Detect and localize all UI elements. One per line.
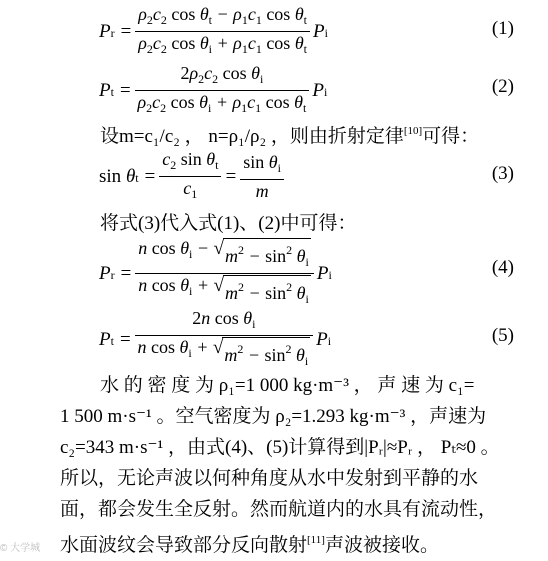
- eq4-fraction: n $\cos \theta_i$ − √ $m^2 - \sin^2 \theta_i$ n $\cos \theta_i$ + √ $m^2 - \sin^2 \theta_i$: [135, 237, 314, 310]
- eq3-fraction-1: $\frac{c_2 \sin \theta_t}{c_1}$: [159, 148, 221, 205]
- eq2-rhs: P i: [312, 79, 328, 101]
- eq5-lhs: P t =: [99, 328, 132, 350]
- eq2-fraction: $\frac{2\rho_2c_2 \cos \theta_i}{\rho_2c_2 \cos \theta_i + \rho_1c_1 \cos \theta_t}$: [135, 62, 310, 119]
- paragraph-line-1: 水 的 密 度 为 ρ₁=1 000 kg·m⁻³ ， 声 速 为 c₁=: [100, 375, 475, 396]
- eq1-lhs: P r =: [99, 20, 133, 42]
- equation-2: [0, 60, 548, 116]
- eq1-rhs: P i: [313, 20, 328, 42]
- eq3-fraction-2: $\frac{\sin \theta_i}{m}$: [240, 151, 284, 202]
- definition-text-end: 可得：: [422, 126, 480, 147]
- definition-text: 设m=c₁/c₂ ， n=ρ₁/ρ₂ ，则由折射定律: [100, 126, 404, 147]
- definition-line: [100, 121, 479, 148]
- equation-number-3: (3): [491, 163, 514, 184]
- body-paragraph: [60, 370, 528, 556]
- eq3-lhs: sin θ t =: [99, 165, 157, 187]
- watermark-logo: © 大学城: [0, 542, 41, 554]
- reference-10: [10]: [403, 125, 423, 137]
- paragraph-line-2: 1 500 m·s⁻¹ 。空气密度为 ρ₂=1.293 kg·m⁻³ ，声速为: [60, 406, 487, 427]
- last-line-text: 水面波纹会导致部分反向散射: [60, 535, 308, 556]
- paragraph-line-5: 面，都会发生全反射。然而航道内的水具有流动性，: [60, 499, 498, 520]
- equation-5: [0, 304, 548, 368]
- last-line-end: 声波被接收。: [324, 535, 439, 556]
- paragraph-line-6: [60, 525, 528, 556]
- equation-1: [0, 0, 548, 56]
- eq2-lhs: P t =: [99, 79, 132, 101]
- equation-3: sin θ t = $\frac{c_2 \sin \theta_t}{c_1}$ = $\frac{\sin \theta_i}{m}$ (3): [0, 146, 548, 202]
- eq4-rhs: P i: [316, 262, 332, 284]
- equation-number-1: (1): [491, 18, 514, 39]
- eq1-fraction: $\frac{\rho_2c_2 \cos \theta_t - \rho_1c_1 \cos \theta_t}{\rho_2c_2 \cos \theta_i + \rho_1c_1 \cos \theta_t}$: [135, 3, 310, 60]
- equation-number-4: (4): [491, 257, 514, 278]
- equation-number-5: (5): [491, 325, 514, 346]
- eq5-fraction: 2n $\cos \theta_i$ n $\cos \theta_i$ + √ $m^2 - \sin^2 \theta_i$: [135, 307, 314, 372]
- eq4-lhs: P r =: [99, 262, 133, 284]
- paragraph-line-3: c₂=343 m·s⁻¹ ，由式(4)、(5)计算得到|Pᵣ|≈Pᵣ ， Pₜ≈0 。: [60, 437, 500, 458]
- paragraph-line-4: 所以，无论声波以何种角度从水中发射到平静的水: [60, 468, 479, 489]
- reference-11: [11]: [307, 534, 325, 546]
- substitution-line: 将式(3)代入式(1)、(2)中可得：: [100, 213, 357, 234]
- equation-number-2: (2): [491, 76, 514, 97]
- equation-4: [0, 234, 548, 306]
- eq5-rhs: P i: [316, 328, 332, 350]
